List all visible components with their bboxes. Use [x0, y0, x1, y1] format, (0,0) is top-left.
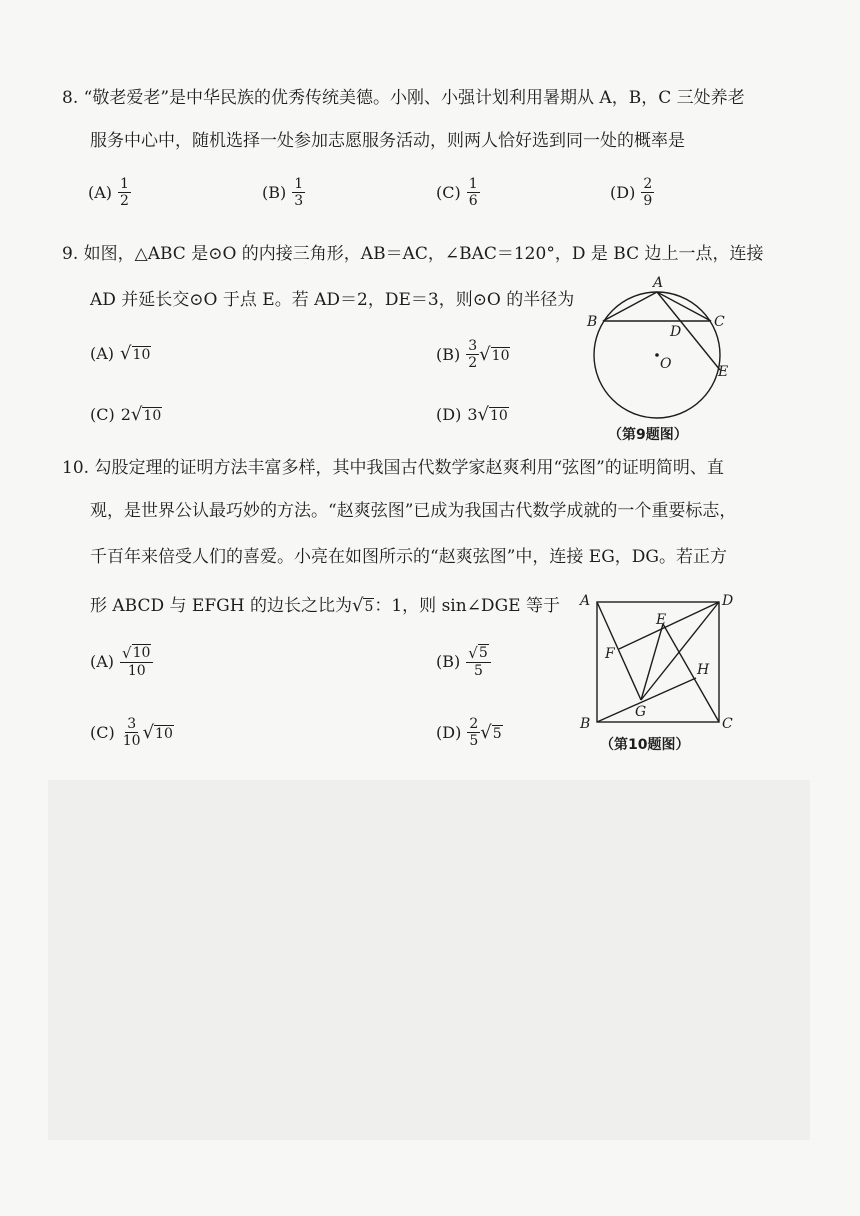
numerator: 2: [643, 176, 653, 192]
q10-line1: [62, 456, 724, 480]
q10-line3: 千百年来倍受人们的喜爱。小亮在如图所示的“赵爽弦图”中，连接 EG，DG。若正方: [90, 547, 727, 567]
label-o: O: [660, 356, 672, 372]
radicand: 10: [132, 645, 151, 661]
q10-line2: 观，是世界公认最巧妙的方法。“赵爽弦图”已成为我国古代数学成就的一个重要标志，: [90, 501, 737, 521]
option-label: (D): [436, 723, 462, 742]
option-label: (A): [88, 183, 113, 202]
coefficient: 2: [120, 405, 131, 424]
radicand: 10: [143, 407, 162, 424]
segment-ag: [597, 602, 641, 700]
option-label: (B): [436, 345, 461, 364]
fraction: [466, 644, 490, 679]
coefficient: 3: [467, 405, 478, 424]
radicand: 5: [492, 725, 502, 742]
q9-number: 9.: [62, 244, 79, 264]
center-point: [655, 353, 659, 357]
square-root: √ 10: [142, 721, 173, 743]
label-f: F: [605, 646, 615, 662]
radicand: 10: [489, 407, 508, 424]
q10-option-d: [436, 716, 503, 749]
figure-9-circle-diagram: [580, 270, 740, 430]
fraction: [466, 338, 479, 371]
q10-text-4a: 形 ABCD 与 EFGH 的边长之比为: [90, 596, 352, 616]
fraction: [121, 716, 143, 749]
denominator: 2: [120, 193, 129, 209]
option-label: (D): [610, 183, 636, 202]
q8-option-d: [610, 176, 654, 209]
numerator: 1: [120, 176, 129, 192]
blank-area: [48, 780, 810, 1140]
label-b: B: [587, 314, 598, 330]
numerator: 1: [468, 176, 478, 192]
q10-number: 10.: [62, 458, 90, 478]
segment-ce: [663, 624, 719, 722]
q9-option-d: [436, 405, 509, 424]
denominator: 3: [294, 193, 304, 209]
q8-line1: [62, 86, 745, 110]
q9-option-c: [90, 405, 162, 424]
segment-bh: [597, 678, 696, 722]
fraction: [467, 716, 480, 749]
denominator: 10: [127, 663, 146, 679]
option-label: (C): [436, 183, 461, 202]
radicand: 10: [132, 346, 151, 363]
q9-text-1: 如图，△ABC 是⊙O 的内接三角形，AB＝AC，∠BAC＝120°，D 是 BC 边上一点，连接: [83, 244, 764, 264]
numerator: 3: [127, 716, 137, 732]
numerator: 1: [294, 176, 304, 192]
radicand: 5: [478, 645, 488, 661]
denominator: 5: [474, 663, 483, 679]
numerator: 3: [468, 338, 478, 354]
square-root: √ 10: [130, 403, 162, 425]
label-e: E: [656, 612, 667, 628]
label-a: A: [580, 593, 591, 609]
figure-10-zhao-shuang-diagram: [576, 590, 736, 740]
q10-text-4b: ：1，则 sin∠DGE 等于: [374, 596, 560, 616]
numerator: √ 5: [466, 644, 490, 663]
square-root: √ 10: [479, 343, 510, 365]
q10-option-c: [90, 716, 174, 749]
denominator: 5: [469, 733, 479, 749]
label-e: E: [718, 364, 729, 380]
segment-df: [619, 602, 719, 649]
fraction: [641, 176, 654, 209]
option-label: (C): [90, 723, 115, 742]
figure-9-caption: （第9题图）: [608, 427, 688, 443]
label-b: B: [580, 716, 591, 732]
q10-option-a: [90, 644, 153, 679]
denominator: 10: [122, 733, 141, 749]
radicand: 10: [491, 347, 510, 364]
square-root: √ 10: [120, 342, 151, 364]
label-g: G: [635, 704, 647, 720]
fraction: [292, 176, 305, 209]
label-d: D: [722, 593, 734, 609]
figure-10-caption: （第10题图）: [600, 737, 690, 753]
segment-eg: [641, 624, 663, 700]
label-a: A: [653, 275, 664, 291]
denominator: 6: [468, 193, 478, 209]
q9-line1: [62, 242, 763, 266]
fraction: [120, 644, 153, 679]
square-root: √ 5: [351, 595, 374, 616]
denominator: 9: [643, 193, 653, 209]
q9-option-b: [436, 338, 510, 371]
numerator: √ 10: [120, 644, 153, 663]
option-label: (D): [436, 405, 462, 424]
option-label: (B): [262, 183, 287, 202]
fraction: [118, 176, 131, 209]
radicand: 5: [364, 599, 374, 615]
q9-option-a: [90, 344, 151, 363]
fraction: [467, 176, 480, 209]
q8-line2: 服务中心中，随机选择一处参加志愿服务活动，则两人恰好选到同一处的概率是: [90, 131, 685, 151]
numerator: 2: [469, 716, 479, 732]
triangle-abc: [603, 292, 711, 321]
q8-number: 8.: [62, 88, 79, 108]
label-h: H: [697, 662, 710, 678]
square-root: √ 10: [477, 403, 508, 425]
q8-text-1: “敬老爱老”是中华民族的优秀传统美德。小刚、小强计划利用暑期从 A，B，C 三处养老: [83, 88, 745, 108]
denominator: 2: [468, 355, 478, 371]
q10-option-b: [436, 644, 491, 679]
radicand: 10: [155, 725, 173, 742]
q8-option-a: [88, 176, 131, 209]
option-label: (B): [436, 652, 461, 671]
label-c: C: [722, 716, 733, 732]
q9-line2: AD 并延长交⊙O 于点 E。若 AD＝2，DE＝3，则⊙O 的半径为: [90, 290, 575, 310]
option-label: (C): [90, 405, 115, 424]
square-root: √ 5: [480, 721, 502, 743]
label-d: D: [670, 324, 682, 340]
option-label: (A): [90, 344, 115, 363]
option-label: (A): [90, 652, 115, 671]
q8-option-c: [436, 176, 480, 209]
q8-option-b: [262, 176, 305, 209]
q10-text-1: 勾股定理的证明方法丰富多样，其中我国古代数学家赵爽利用“弦图”的证明简明、直: [94, 458, 724, 478]
q10-line4: [90, 594, 560, 618]
label-c: C: [714, 314, 725, 330]
